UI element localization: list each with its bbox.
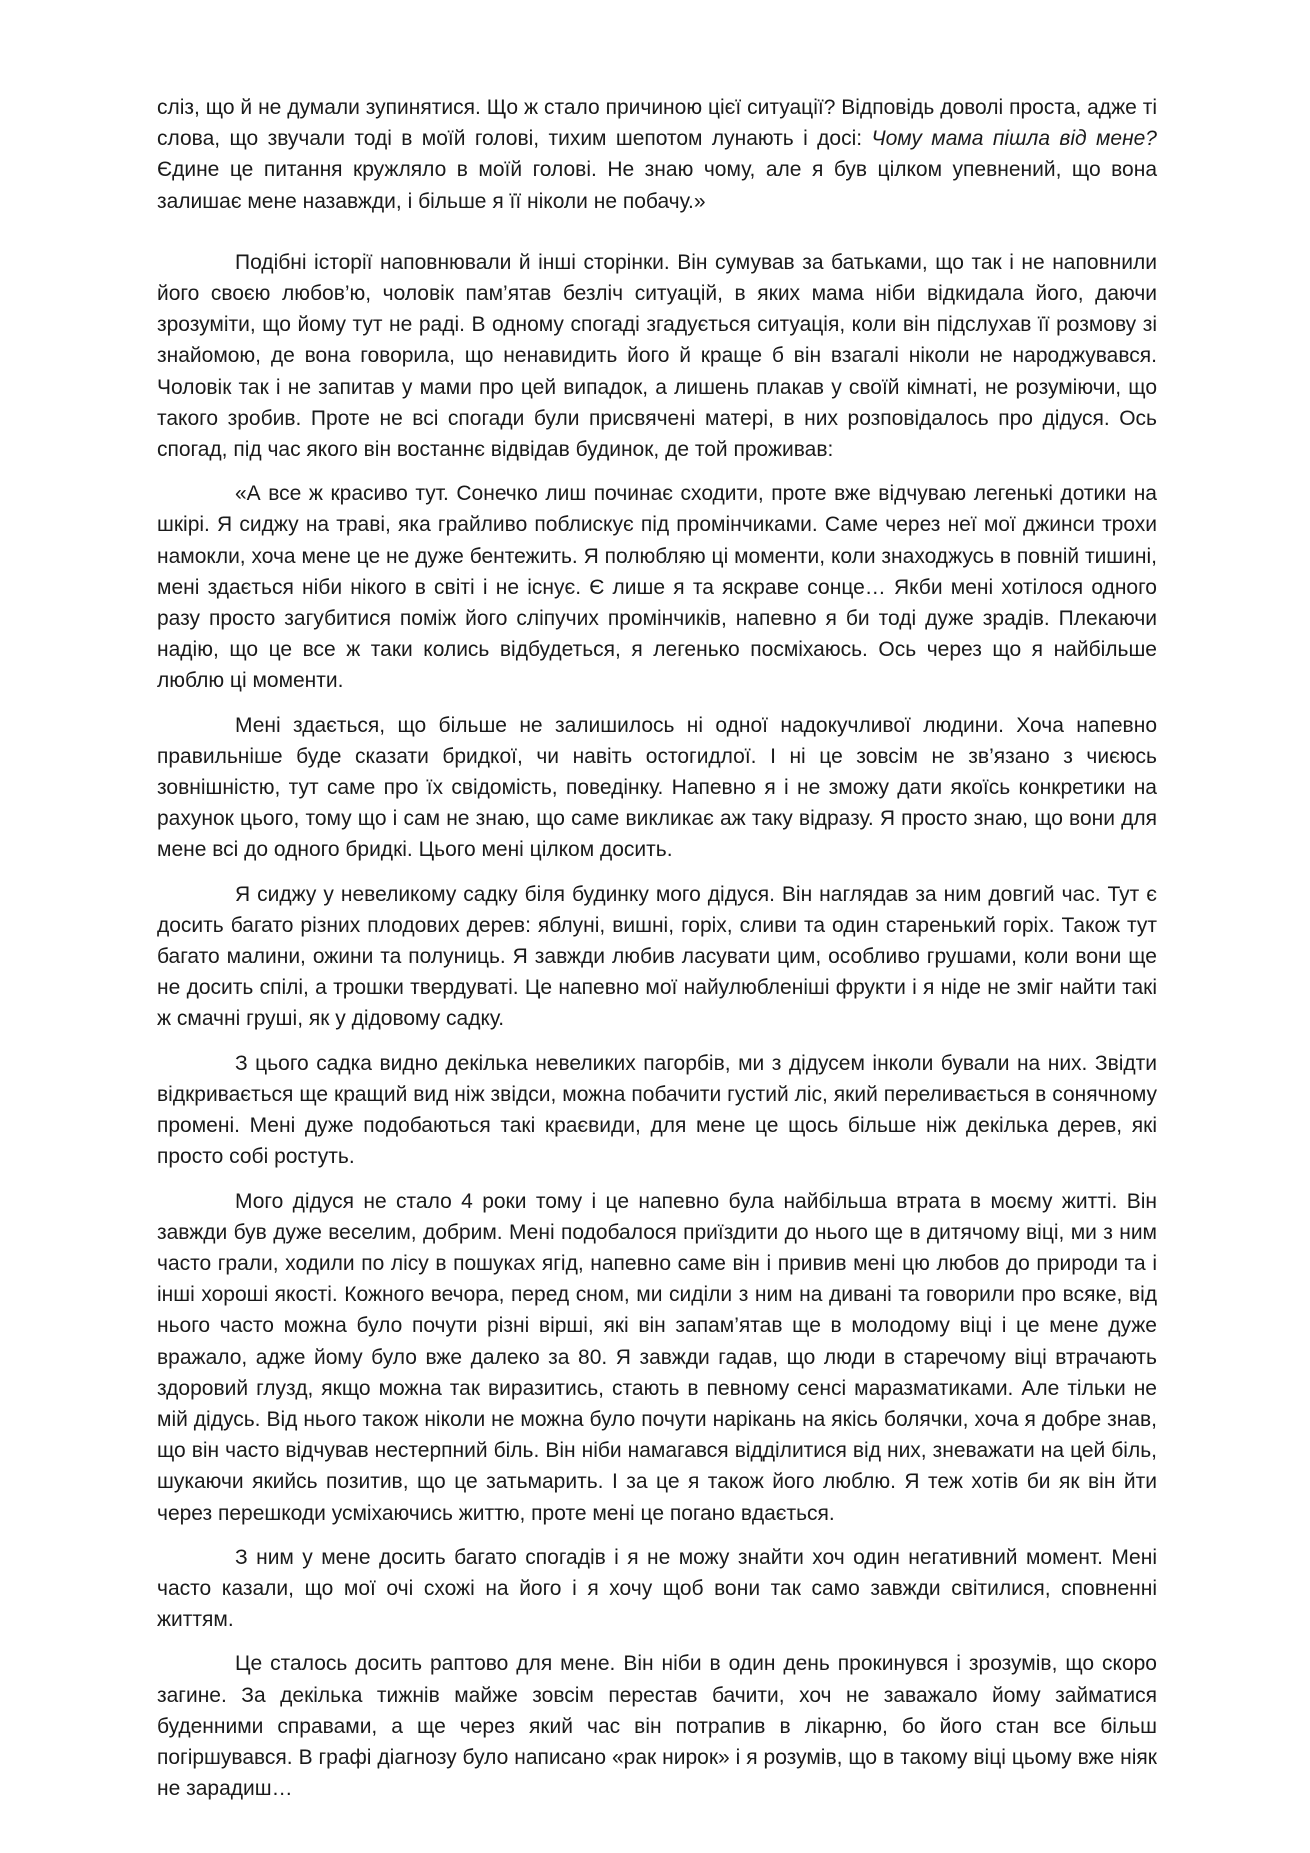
paragraph-7: Мого дідуся не стало 4 роки тому і це напевно була найбільша втрата в моєму житті. Він завжди був дуже веселим, добрим. Мені подобалося приїздити до нього ще в дитячому віці, ми з ним часто грали, ходили по лісу в пошуках ягід, напевно саме він і привив мені цю любов до природи та і інші хороші якості. Кожного вечора, перед сном, ми сиділи з ним на дивані та говорили про всяке, від нього часто можна було почути різні вірші, які він запам’ятав ще в молодому віці і це мене дуже вражало, адже йому було вже далеко за 80. Я завжди гадав, що люди в старечому віці втрачають здоровий глузд, якщо можна так виразитись, стають в певному сенсі маразматиками. Але тільки не мій дідусь. Від нього також ніколи не можна було почути нарікань на якісь болячки, хоча я добре знав, що він часто відчував нестерпний біль. Він ніби намагався відділитися від них, зневажати на цей біль, шукаючи якийсь позитив, що це затьмарить. І за це я також його люблю. Я теж хотів би як він йти через перешкоди усміхаючись життю, проте мені це погано вдається. <box>157 1189 1157 1525</box>
paragraph-1-text-start: сліз, що й не думали зупинятися. Що ж стало причиною цієї ситуації? Відповідь доволі проста, адже ті слова, що звучали тоді в моїй голові, тихим шепотом лунають і досі: <box>157 96 1157 151</box>
paragraph-8: З ним у мене досить багато спогадів і я не можу знайти хоч один негативний момент. Мені часто казали, що мої очі схожі на його і я хочу щоб вони так само завжди світилися, сповненні життям. <box>157 1545 1157 1632</box>
document-page <box>157 92 1157 1804</box>
paragraph-6: З цього садка видно декілька невеликих пагорбів, ми з дідусем інколи бували на них. Звідти відкривається ще кращий вид ніж звідси, можна побачити густий ліс, який переливається в сонячному промені. Мені дуже подобаються такі краєвиди, для мене це щось більше ніж декілька дерев, які просто собі ростуть. <box>157 1051 1157 1169</box>
paragraph-1-italic-question: Чому мама пішла від мене? <box>871 127 1157 151</box>
paragraph-5: Я сиджу у невеликому садку біля будинку мого дідуся. Він наглядав за ним довгий час. Тут є досить багато різних плодових дерев: яблуні, вишні, горіх, сливи та один старенький горіх. Також тут багато малини, ожини та полуниць. Я завжди любив ласувати цим, особливо грушами, коли вони ще не досить спілі, а трошки твердуваті. Це напевно мої найулюбленіші фрукти і я ніде не зміг найти такі ж смачні груші, як у дідовому садку. <box>157 882 1157 1031</box>
paragraph-9: Це сталось досить раптово для мене. Він ніби в один день прокинувся і зрозумів, що скоро загине. За декілька тижнів майже зовсім перестав бачити, хоч не заважало йому займатися буденними справами, а ще через який час він потрапив в лікарню, бо його стан все більш погіршувався. В графі діагнозу було написано «рак нирок» і я розумів, що в такому віці цьому вже ніяк не зарадиш… <box>157 1652 1157 1801</box>
paragraph-2: Подібні історії наповнювали й інші сторінки. Він сумував за батьками, що так і не наповнили його своєю любов’ю, чоловік пам’ятав безліч ситуацій, в яких мама ніби відкидала його, даючи зрозуміти, що йому тут не раді. В одному спогаді згадується ситуація, коли він підслухав її розмову зі знайомою, де вона говорила, що ненавидить його й краще б він взагалі ніколи не народжувався. Чоловік так і не запитав у мами про цей випадок, а лишень плакав у своїй кімнаті, не розуміючи, що такого зробив. Проте не всі спогади були присвячені матері, в них розповідалось про дідуся. Ось спогад, під час якого він востаннє відвідав будинок, де той проживав: <box>157 250 1157 462</box>
paragraph-4: Мені здається, що більше не залишилось ні одної надокучливої людини. Хоча напевно правильніше буде сказати бридкої, чи навіть остогидлої. І ні це зовсім не зв’язано з чиєюсь зовнішністю, тут саме про їх свідомість, поведінку. Напевно я і не зможу дати якоїсь конкретики на рахунок цього, тому що і сам не знаю, що саме викликає аж таку відразу. Я просто знаю, що вони для мене всі до одного бридкі. Цього мені цілком досить. <box>157 713 1157 862</box>
paragraph-1-text-end: Єдине це питання кружляло в моїй голові. Не знаю чому, але я був цілком упевнений, що вона залишає мене назавжди, і більше я її ніколи не побачу.» <box>157 158 1157 213</box>
paragraph-3: «А все ж красиво тут. Сонечко лиш починає сходити, проте вже відчуваю легенькі дотики на шкірі. Я сиджу на траві, яка грайливо поблискує під промінчиками. Саме через неї мої джинси трохи намокли, хоча мене це не дуже бентежить. Я полюбляю ці моменти, коли знаходжусь в повній тишині, мені здається ніби нікого в світі і не існує. Є лише я та яскраве сонце… Якби мені хотілося одного разу просто загубитися поміж його сліпучих промінчиків, напевно я би тоді дуже зрадів. Плекаючи надію, що це все ж таки колись відбудеться, я легенько посміхаюсь. Ось через що я найбільше люблю ці моменти. <box>157 482 1157 693</box>
paragraph-1 <box>157 92 1157 217</box>
